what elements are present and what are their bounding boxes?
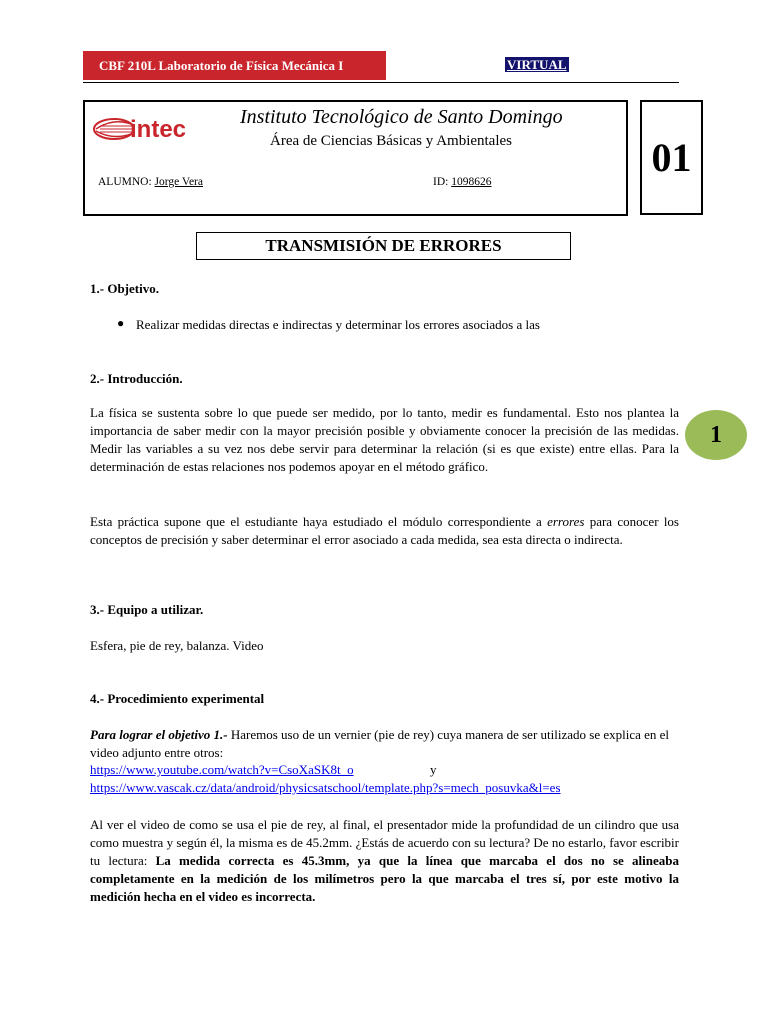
intro-p2-after: para conocer los conceptos de precisión y saber determinar el error asociado a cada medida, sea esta directa o indirecta. xyxy=(90,514,679,547)
bullet-icon: ● xyxy=(117,316,125,330)
institution-name: Instituto Tecnológico de Santo Domingo xyxy=(240,106,563,128)
practice-number-box xyxy=(640,100,703,215)
modality-badge: VIRTUAL xyxy=(507,57,567,72)
procedure-question xyxy=(90,816,679,906)
equipment-heading: 3.- Equipo a utilizar. xyxy=(90,602,204,617)
student-id-field xyxy=(433,176,491,188)
objective-bullet: Realizar medidas directas e indirectas y determinar los errores asociados a las xyxy=(136,317,540,332)
answer-text: La medida correcta es 45.3mm, ya que la línea que marcaba el dos no se alineaba completamente en la medición de los milímetros pero la que marcaba el tres sí, por este motivo la medición hecha en el video es incorrecta. xyxy=(90,853,679,904)
header-divider xyxy=(83,82,679,83)
vascak-link[interactable]: https://www.vascak.cz/data/android/physicsatschool/template.php?s=mech_posuvka&l=es xyxy=(90,780,561,795)
intec-logo xyxy=(92,109,202,149)
procedure-intro xyxy=(90,726,670,762)
procedure-lead: Para lograr el objetivo 1.- xyxy=(90,727,228,742)
equipment-list: Esfera, pie de rey, balanza. Video xyxy=(90,638,264,653)
id-label: ID: xyxy=(433,176,449,188)
header-box-shadow xyxy=(626,103,628,215)
department-name: Área de Ciencias Básicas y Ambientales xyxy=(270,133,513,149)
page-number-badge: 1 xyxy=(685,410,747,460)
introduction-paragraph-2 xyxy=(90,513,679,549)
course-title-box: CBF 210L Laboratorio de Física Mecánica I xyxy=(83,51,386,80)
number-box-shadow xyxy=(701,103,703,215)
procedure-lead-text: Haremos uso de un vernier (pie de rey) cuya manera de ser utilizado se explica en el video adjunto entre otros: xyxy=(90,727,670,760)
student-field xyxy=(98,176,203,188)
id-value: 1098626 xyxy=(451,176,492,188)
question-text: Al ver el video de como se usa el pie de rey, al final, el presentador mide la profundidad de un cilindro que usa como muestra y según él, la misma es de 45.2mm. ¿Estás de acuerdo con su lectura? De no estarlo, favor escribir tu lectura: xyxy=(90,817,679,868)
procedure-heading: 4.- Procedimiento experimental xyxy=(90,691,265,706)
logo-wordmark: intec xyxy=(130,116,187,143)
practice-number: 01 xyxy=(651,135,692,180)
objective-heading: 1.- Objetivo. xyxy=(90,281,159,296)
intro-p2-before: Esta práctica supone que el estudiante haya estudiado el módulo correspondiente a xyxy=(90,514,548,529)
student-label: ALUMNO: xyxy=(98,176,152,188)
link-separator: y xyxy=(430,762,437,777)
youtube-link[interactable]: https://www.youtube.com/watch?v=CsoXaSK8t_o xyxy=(90,762,354,777)
student-name: Jorge Vera xyxy=(154,176,203,188)
document-title: TRANSMISIÓN DE ERRORES xyxy=(196,232,571,260)
introduction-heading: 2.- Introducción. xyxy=(90,371,183,386)
intec-logo-icon xyxy=(92,109,202,149)
introduction-paragraph-1: La física se sustenta sobre lo que puede ser medido, por lo tanto, medir es fundamental. Esto nos plantea la importancia de saber medir con la mayor precisión posible y obviamente conocer la precisión de las medidas. Medir las variables a su vez nos debe servir para determinar la relación (si es que existe) entre ellas. Para la determinación de estas relaciones nos podemos apoyar en el método gráfico. xyxy=(90,405,679,474)
intro-p2-em: errores xyxy=(547,514,585,529)
